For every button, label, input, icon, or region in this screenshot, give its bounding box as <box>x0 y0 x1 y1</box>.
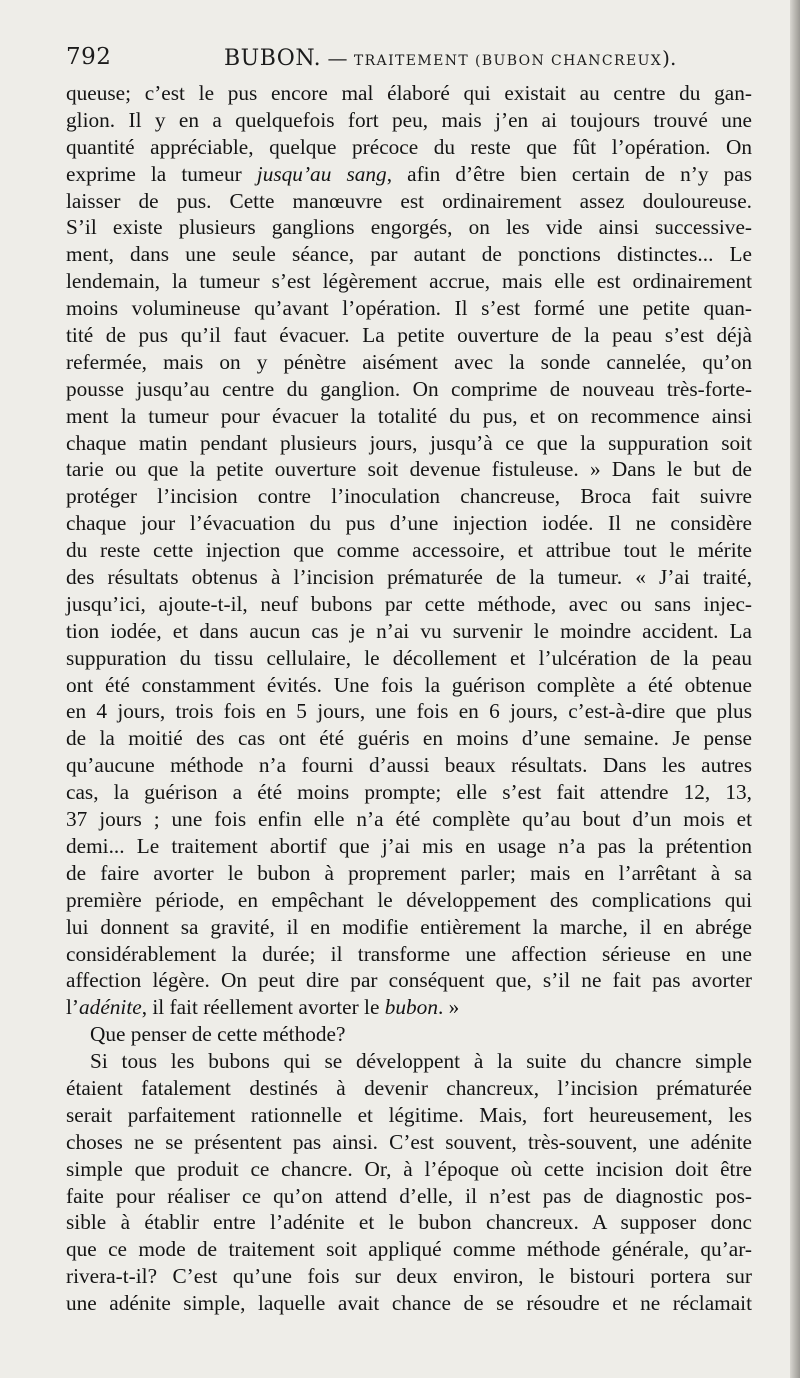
line-text: tité de pus qu’il faut évacuer. La petite ouverture de la peau s’est déjà <box>66 323 752 348</box>
line-text: simple que produit ce chancre. Or, à l’époque où cette incision doit être <box>66 1156 752 1181</box>
line-text: exprime la tumeur <box>66 161 257 186</box>
text-line <box>66 1102 752 1129</box>
text-line <box>66 322 752 349</box>
line-text: des résultats obtenus à l’incision prématurée de la tumeur. « J’ai traité, <box>66 565 752 590</box>
line-text: protéger l’incision contre l’inoculation chancreuse, Broca fait suivre <box>66 484 752 509</box>
text-line <box>66 1263 752 1290</box>
line-text: de faire avorter le bubon à proprement parler; mais en l’arrêtant à sa <box>66 860 752 885</box>
line-text: rivera-t-il? C’est qu’une fois sur deux environ, le bistouri portera sur <box>66 1264 752 1289</box>
text-line <box>66 483 752 510</box>
text-line <box>66 806 752 833</box>
line-text: tarie ou que la petite ouverture soit devenue fistuleuse. » Dans le but de <box>66 457 752 482</box>
text-line <box>66 1209 752 1236</box>
text-line <box>66 914 752 941</box>
text-line <box>66 752 752 779</box>
text-line <box>66 161 752 188</box>
line-text: une adénite simple, laquelle avait chance de se résoudre et ne réclamait <box>66 1291 752 1316</box>
line-text: laisser de pus. Cette manœuvre est ordinairement assez douloureuse. <box>66 188 752 213</box>
running-head-subtitle-open: TRAITEMENT ( <box>353 53 482 69</box>
line-text: demi... Le traitement abortif que j’ai mis en usage n’a pas la prétention <box>66 833 752 858</box>
page-number: 792 <box>66 44 112 70</box>
text-line <box>66 1021 752 1048</box>
text-line <box>66 591 752 618</box>
text-line <box>66 107 752 134</box>
page-header <box>66 44 756 84</box>
line-text: pousse jusqu’au centre du ganglion. On comprime de nouveau très-forte- <box>66 376 752 401</box>
line-text: cas, la guérison a été moins prompte; elle s’est fait attendre 12, 13, <box>66 780 752 805</box>
line-text: ment la tumeur pour évacuer la totalité du pus, et on recommence ainsi <box>66 403 752 428</box>
text-line <box>66 672 752 699</box>
text-line <box>66 698 752 725</box>
text-line <box>66 833 752 860</box>
running-head-dash: — <box>327 46 348 70</box>
line-text: . » <box>437 995 460 1020</box>
text-line <box>66 725 752 752</box>
text-line <box>66 1075 752 1102</box>
line-text: l’ <box>66 995 80 1020</box>
line-text: affection légère. On peut dire par conséquent que, s’il ne fait pas avorter <box>66 968 752 993</box>
text-line <box>66 1048 752 1075</box>
text-line <box>66 860 752 887</box>
running-head-subtitle-inner: BUBON CHANCREUX <box>481 53 663 69</box>
text-line <box>66 80 752 107</box>
text-line <box>66 268 752 295</box>
line-text: Que penser de cette méthode? <box>90 1022 346 1047</box>
text-line <box>66 994 752 1021</box>
line-text: Si tous les bubons qui se développent à la suite du chancre simple <box>90 1049 752 1074</box>
text-line <box>66 537 752 564</box>
line-text: S’il existe plusieurs ganglions engorgés, on les vide ainsi successive- <box>66 215 752 240</box>
line-text: refermée, mais on y pénètre aisément avec la sonde cannelée, qu’on <box>66 349 752 374</box>
line-text: première période, en empêchant le développement des complications qui <box>66 887 752 912</box>
text-line <box>66 134 752 161</box>
line-text: lui donnent sa gravité, il en modifie entièrement la marche, il en abrége <box>66 914 752 939</box>
text-line <box>66 564 752 591</box>
text-line <box>66 1236 752 1263</box>
line-text: que ce mode de traitement soit appliqué comme méthode générale, qu’ar- <box>66 1237 752 1262</box>
line-text: qu’aucune méthode n’a fourni d’aussi beaux résultats. Dans les autres <box>66 753 752 778</box>
text-line <box>66 1290 752 1317</box>
line-text: moins volumineuse qu’avant l’opération. Il s’est formé une petite quan- <box>66 296 752 321</box>
text-line <box>66 618 752 645</box>
running-head-title: BUBON. <box>224 46 322 71</box>
line-text: 37 jours ; une fois enfin elle n’a été complète qu’au bout d’un mois et <box>66 807 752 832</box>
text-line <box>66 241 752 268</box>
line-text: sible à établir entre l’adénite et le bubon chancreux. A supposer donc <box>66 1210 752 1235</box>
line-text: ment, dans une seule séance, par autant de ponctions distinctes... Le <box>66 242 752 267</box>
text-line <box>66 645 752 672</box>
line-text: quantité appréciable, quelque précoce du reste que fût l’opération. On <box>66 134 752 159</box>
text-line <box>66 967 752 994</box>
text-line <box>66 188 752 215</box>
page-edge-shadow <box>790 0 800 1378</box>
line-text: suppuration du tissu cellulaire, le décollement et l’ulcération de la peau <box>66 645 752 670</box>
text-line <box>66 1129 752 1156</box>
line-text: , il fait réellement avorter le <box>141 995 385 1020</box>
italic-phrase: adénite <box>79 995 142 1020</box>
text-line <box>66 1183 752 1210</box>
text-line <box>66 941 752 968</box>
line-text: choses ne se présentent pas ainsi. C’est souvent, très-souvent, une adénite <box>66 1129 752 1154</box>
line-text: lendemain, la tumeur s’est légèrement accrue, mais elle est ordinairement <box>66 269 752 294</box>
text-line <box>66 1156 752 1183</box>
line-text: faite pour réaliser ce qu’on attend d’elle, il n’est pas de diagnostic pos- <box>66 1183 752 1208</box>
line-text: considérablement la durée; il transforme une affection sérieuse en une <box>66 941 752 966</box>
line-text: de la moitié des cas ont été guéris en moins d’une semaine. Je pense <box>66 726 752 751</box>
italic-phrase: jusqu’au sang <box>256 161 387 186</box>
line-text: chaque matin pendant plusieurs jours, jusqu’à ce que la suppuration soit <box>66 430 752 455</box>
line-text: queuse; c’est le pus encore mal élaboré qui existait au centre du gan- <box>66 81 752 105</box>
text-line <box>66 403 752 430</box>
line-text: tion iodée, et dans aucun cas je n’ai vu survenir le moindre accident. La <box>66 618 752 643</box>
line-text: ont été constamment évités. Une fois la guérison complète a été obtenue <box>66 672 752 697</box>
body-text <box>66 80 752 1317</box>
text-line <box>66 430 752 457</box>
running-head <box>224 46 676 71</box>
line-text: en 4 jours, trois fois en 5 jours, une fois en 6 jours, c’est-à-dire que plus <box>66 699 752 724</box>
running-head-subtitle-close: ). <box>662 46 677 70</box>
text-line <box>66 510 752 537</box>
text-line <box>66 456 752 483</box>
text-line <box>66 887 752 914</box>
text-line <box>66 214 752 241</box>
text-line <box>66 376 752 403</box>
line-text: du reste cette injection que comme accessoire, et attribue tout le mérite <box>66 538 752 563</box>
line-text: serait parfaitement rationnelle et légitime. Mais, fort heureusement, les <box>66 1102 752 1127</box>
line-text: glion. Il y en a quelquefois fort peu, mais j’en ai toujours trouvé une <box>66 107 752 132</box>
line-text: étaient fatalement destinés à devenir chancreux, l’incision prématurée <box>66 1075 752 1100</box>
line-text: chaque jour l’évacuation du pus d’une injection iodée. Il ne considère <box>66 511 752 536</box>
italic-phrase: bubon <box>384 995 438 1020</box>
line-text: jusqu’ici, ajoute-t-il, neuf bubons par cette méthode, avec ou sans injec- <box>66 591 752 616</box>
line-text: , afin d’être bien certain de n’y pas <box>386 161 752 186</box>
text-line <box>66 779 752 806</box>
text-line <box>66 349 752 376</box>
text-line <box>66 295 752 322</box>
